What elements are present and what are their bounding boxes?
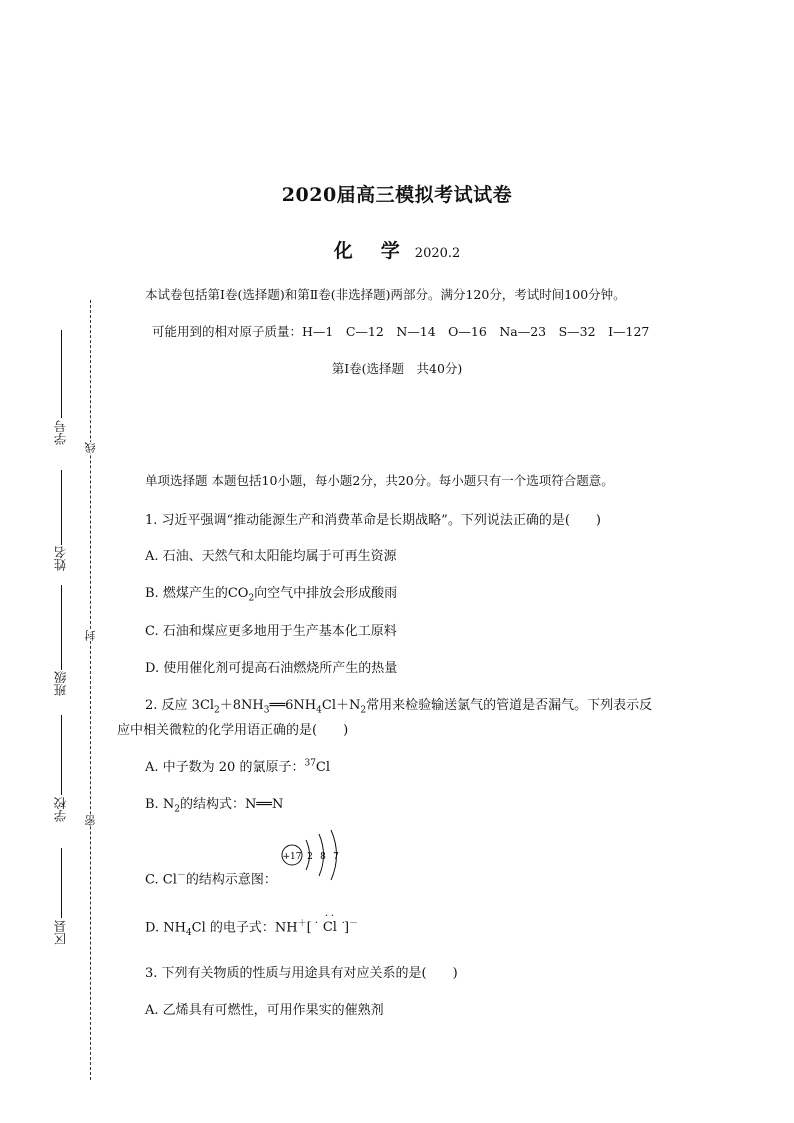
lone-pair-dot: · (341, 918, 345, 930)
question-2-stem-line2: 应中相关微粒的化学用语正确的是( ) (117, 723, 349, 738)
lone-pair-dot: · (330, 911, 335, 923)
field-district[interactable] (52, 848, 72, 958)
exam-date: 2020.2 (414, 246, 461, 261)
atomic-masses: 可能用到的相对原子质量：H—1 C—12 N—14 O—16 Na—23 S—32 I—127 (152, 324, 650, 339)
field-label-student-id: 学号 (53, 420, 68, 445)
question-1-option-d: D. 使用催化剂可提高石油燃烧所产生的热量 (145, 661, 398, 676)
question-1-option-b: B. 燃煤产生的$CO_2$向空气中排放会形成酸雨 (145, 586, 398, 604)
field-label-district: 区县 (53, 920, 68, 945)
element-symbol: Cl (322, 920, 337, 936)
electron-dot-chlorine (314, 911, 345, 936)
field-school[interactable] (52, 715, 72, 845)
seal-word-secret: 密 (84, 815, 97, 826)
question-2-option-c: C. Cl－的结构示意图： (145, 871, 277, 888)
field-name[interactable] (52, 470, 72, 580)
seal-word-line: 线 (84, 442, 97, 453)
section-rules: 本题包括10小题，每小题2分，共20分。每小题只有一个选项符合题意。 (211, 473, 614, 488)
question-1-stem: 1. 习近平强调“推动能源生产和消费革命是长期战略”。下列说法正确的是( ) (145, 513, 601, 528)
lone-pair-dot: · (314, 918, 319, 930)
lone-pair-dot: · (324, 911, 329, 923)
field-underline (61, 585, 62, 670)
binding-cut-line (90, 300, 91, 1080)
question-2-option-b: B. $N_2$的结构式：N══N (145, 797, 284, 815)
field-student-id[interactable] (52, 330, 72, 460)
section-heading: 单项选择题 (145, 473, 208, 488)
shell-electron-count: 2 (307, 852, 313, 862)
question-3-option-a: A. 乙烯具有可燃性，可用作果实的催熟剂 (145, 1003, 384, 1018)
question-3-stem: 3. 下列有关物质的性质与用途具有对应关系的是( ) (145, 966, 458, 981)
shell-electron-count: 7 (333, 852, 339, 862)
chloride-ion-structure-diagram (280, 828, 350, 884)
nucleus-charge: +17 (282, 852, 302, 862)
question-2-option-a: A. 中子数为 20 的氯原子：$^{37}$Cl (145, 758, 331, 775)
question-1-option-c: C. 石油和煤应更多地用于生产基本化工原料 (145, 624, 397, 639)
field-label-name: 姓名 (53, 546, 68, 571)
question-1-option-a: A. 石油、天然气和太阳能均属于可再生资源 (145, 549, 397, 564)
shell-electron-count: 8 (320, 852, 326, 862)
section-instructions (145, 471, 614, 489)
field-underline (61, 848, 62, 918)
part-one-heading: 第Ⅰ卷(选择题 共40分) (331, 361, 463, 376)
question-2-option-d: D. $NH_4Cl$ 的电子式：NH＋[ · · · · Cl ]－ (145, 911, 359, 938)
field-underline (61, 715, 62, 795)
field-label-class: 班级 (53, 671, 68, 696)
field-underline (61, 470, 62, 545)
exam-title: 2020届高三模拟考试试卷 (281, 184, 513, 206)
exam-intro: 本试卷包括第Ⅰ卷(选择题)和第Ⅱ卷(非选择题)两部分。满分120分，考试时间100分钟。 (145, 287, 626, 302)
field-label-school: 学校 (53, 797, 68, 822)
question-2-stem-line1: 2. 反应 $3Cl_2+8NH_3══6NH_4Cl+N_2$常用来检验输送氯气的管道是否漏气。下列表示反 (145, 698, 653, 716)
field-underline (61, 330, 62, 418)
seal-word-seal: 封 (84, 630, 97, 641)
subject-name: 化学 (333, 240, 428, 262)
subject-line (0, 236, 794, 263)
field-class[interactable] (52, 585, 72, 710)
